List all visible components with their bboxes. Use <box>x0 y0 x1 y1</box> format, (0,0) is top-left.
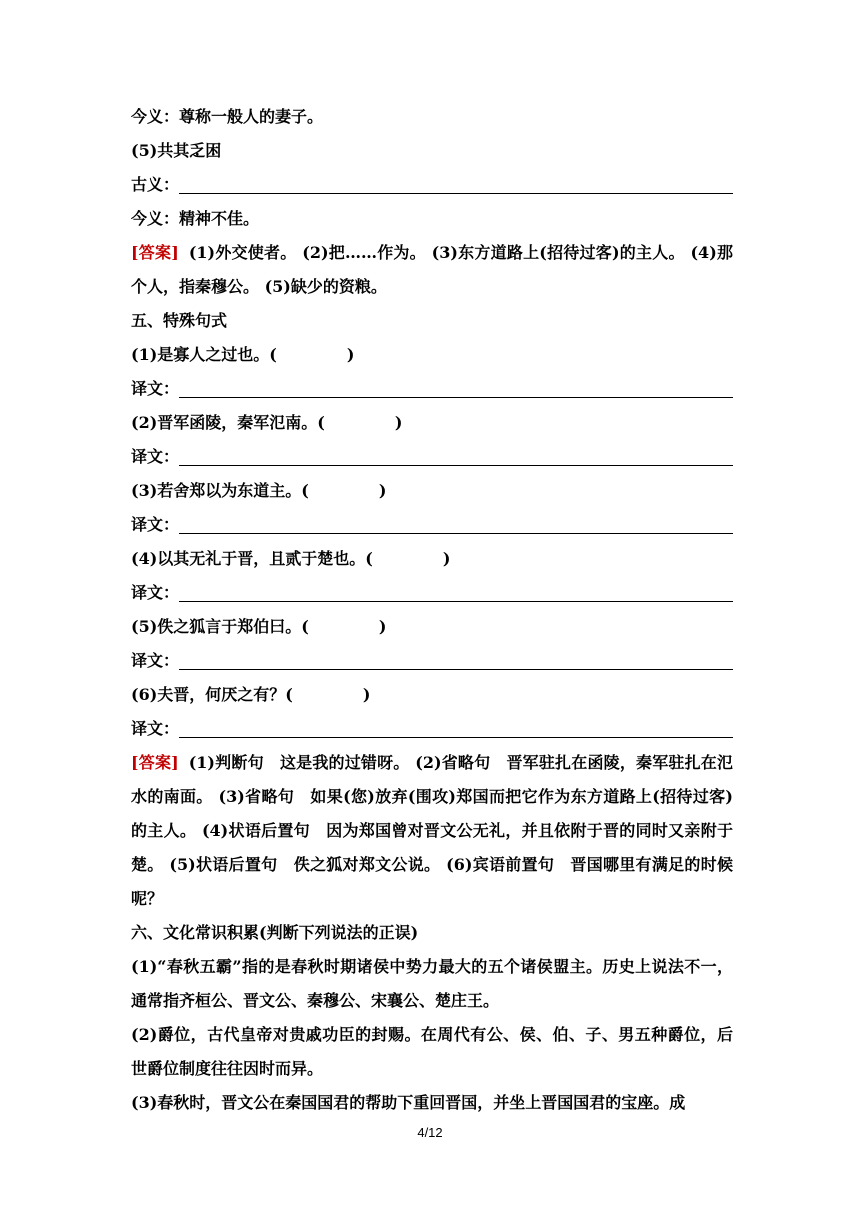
blank-label: 古义： <box>131 175 180 194</box>
translation-blank-line <box>131 440 733 474</box>
statement-paragraph: (1)“春秋五霸”指的是春秋时期诸侯中势力最大的五个诸侯盟主。历史上说法不一，通常指齐桓公、晋文公、秦穆公、宋襄公、楚庄王。 <box>131 957 733 1010</box>
blank-label: 译文： <box>131 583 180 602</box>
question-text: (4)以其无礼于晋，且贰于楚也。( <box>131 549 373 568</box>
statement-paragraph: (3)春秋时，晋文公在秦国国君的帮助下重回晋国，并坐上晋国国君的宝座。成 <box>131 1093 686 1112</box>
fill-in-blank[interactable] <box>179 715 733 738</box>
close-paren: ) <box>378 617 387 636</box>
close-paren: ) <box>346 345 355 364</box>
text-line: 今义：尊称一般人的妻子。 <box>131 107 324 126</box>
emphasized-char: 乏 · <box>189 141 205 160</box>
question-text: (5)佚之狐言于郑伯曰。( <box>131 617 309 636</box>
answer-paragraph <box>131 746 733 916</box>
question-text: (2)晋军函陵，秦军氾南。( <box>131 413 325 432</box>
answer-text: (1)判断句 这是我的过错呀。 (2)省略句 晋军驻扎在函陵，秦军驻扎在氾水的南面。 (3)省略句 如果(您)放弃(围攻)郑国而把它作为东方道路上(招待过客)的主人。 (4)状语后置句 因为郑国曾对晋文公无礼，并且依附于晋的同时又亲附于楚。 (5)状语后置句 佚之狐对郑文公说。 (6)宾语前置句 晋国哪里有满足的时候呢？ <box>131 753 733 908</box>
translation-blank-line <box>131 372 733 406</box>
translation-blank-line <box>131 508 733 542</box>
text-line: 今义：精神不佳。 <box>131 209 260 228</box>
question-line <box>131 474 733 508</box>
question-text: (6)夫晋，何厌之有？( <box>131 685 293 704</box>
fill-in-blank[interactable] <box>179 511 733 534</box>
close-paren: ) <box>378 481 387 500</box>
fill-in-blank[interactable] <box>179 443 733 466</box>
fill-in-blank[interactable] <box>179 375 733 398</box>
close-paren: ) <box>442 549 451 568</box>
question-line <box>131 542 733 576</box>
page-number: 4/12 <box>417 1125 443 1140</box>
question-line <box>131 134 733 168</box>
section-heading: 六、文化常识积累(判断下列说法的正误) <box>131 923 419 942</box>
question-text: (1)是寡人之过也。( <box>131 345 277 364</box>
translation-blank-line <box>131 644 733 678</box>
translation-blank-line <box>131 576 733 610</box>
fill-in-blank[interactable] <box>179 579 733 602</box>
blank-label: 译文： <box>131 379 180 398</box>
answer-text: (1)外交使者。 (2)把……作为。 (3)东方道路上(招待过客)的主人。 (4)那个人，指秦穆公。 (5)缺少的资粮。 <box>131 243 733 296</box>
question-text: (3)若舍郑以为东道主。( <box>131 481 309 500</box>
question-text: (5)共其 <box>131 141 190 160</box>
question-line <box>131 610 733 644</box>
document-body <box>131 100 733 1120</box>
question-line <box>131 678 733 712</box>
answer-tag: [答案] <box>131 243 179 262</box>
close-paren: ) <box>394 413 403 432</box>
blank-label: 译文： <box>131 447 180 466</box>
answer-paragraph <box>131 236 733 304</box>
close-paren: ) <box>362 685 371 704</box>
emphasized-char: 困 · <box>205 141 221 160</box>
answer-tag: [答案] <box>131 753 179 772</box>
section-heading: 五、特殊句式 <box>131 311 228 330</box>
blank-label: 译文： <box>131 719 180 738</box>
answer-blank-line <box>131 168 733 202</box>
question-line <box>131 406 733 440</box>
statement-paragraph: (2)爵位，古代皇帝对贵戚功臣的封赐。在周代有公、侯、伯、子、男五种爵位，后世爵位制度往往因时而异。 <box>131 1025 733 1078</box>
blank-label: 译文： <box>131 651 180 670</box>
blank-label: 译文： <box>131 515 180 534</box>
fill-in-blank[interactable] <box>179 647 733 670</box>
question-line <box>131 338 733 372</box>
fill-in-blank[interactable] <box>179 171 733 194</box>
translation-blank-line <box>131 712 733 746</box>
